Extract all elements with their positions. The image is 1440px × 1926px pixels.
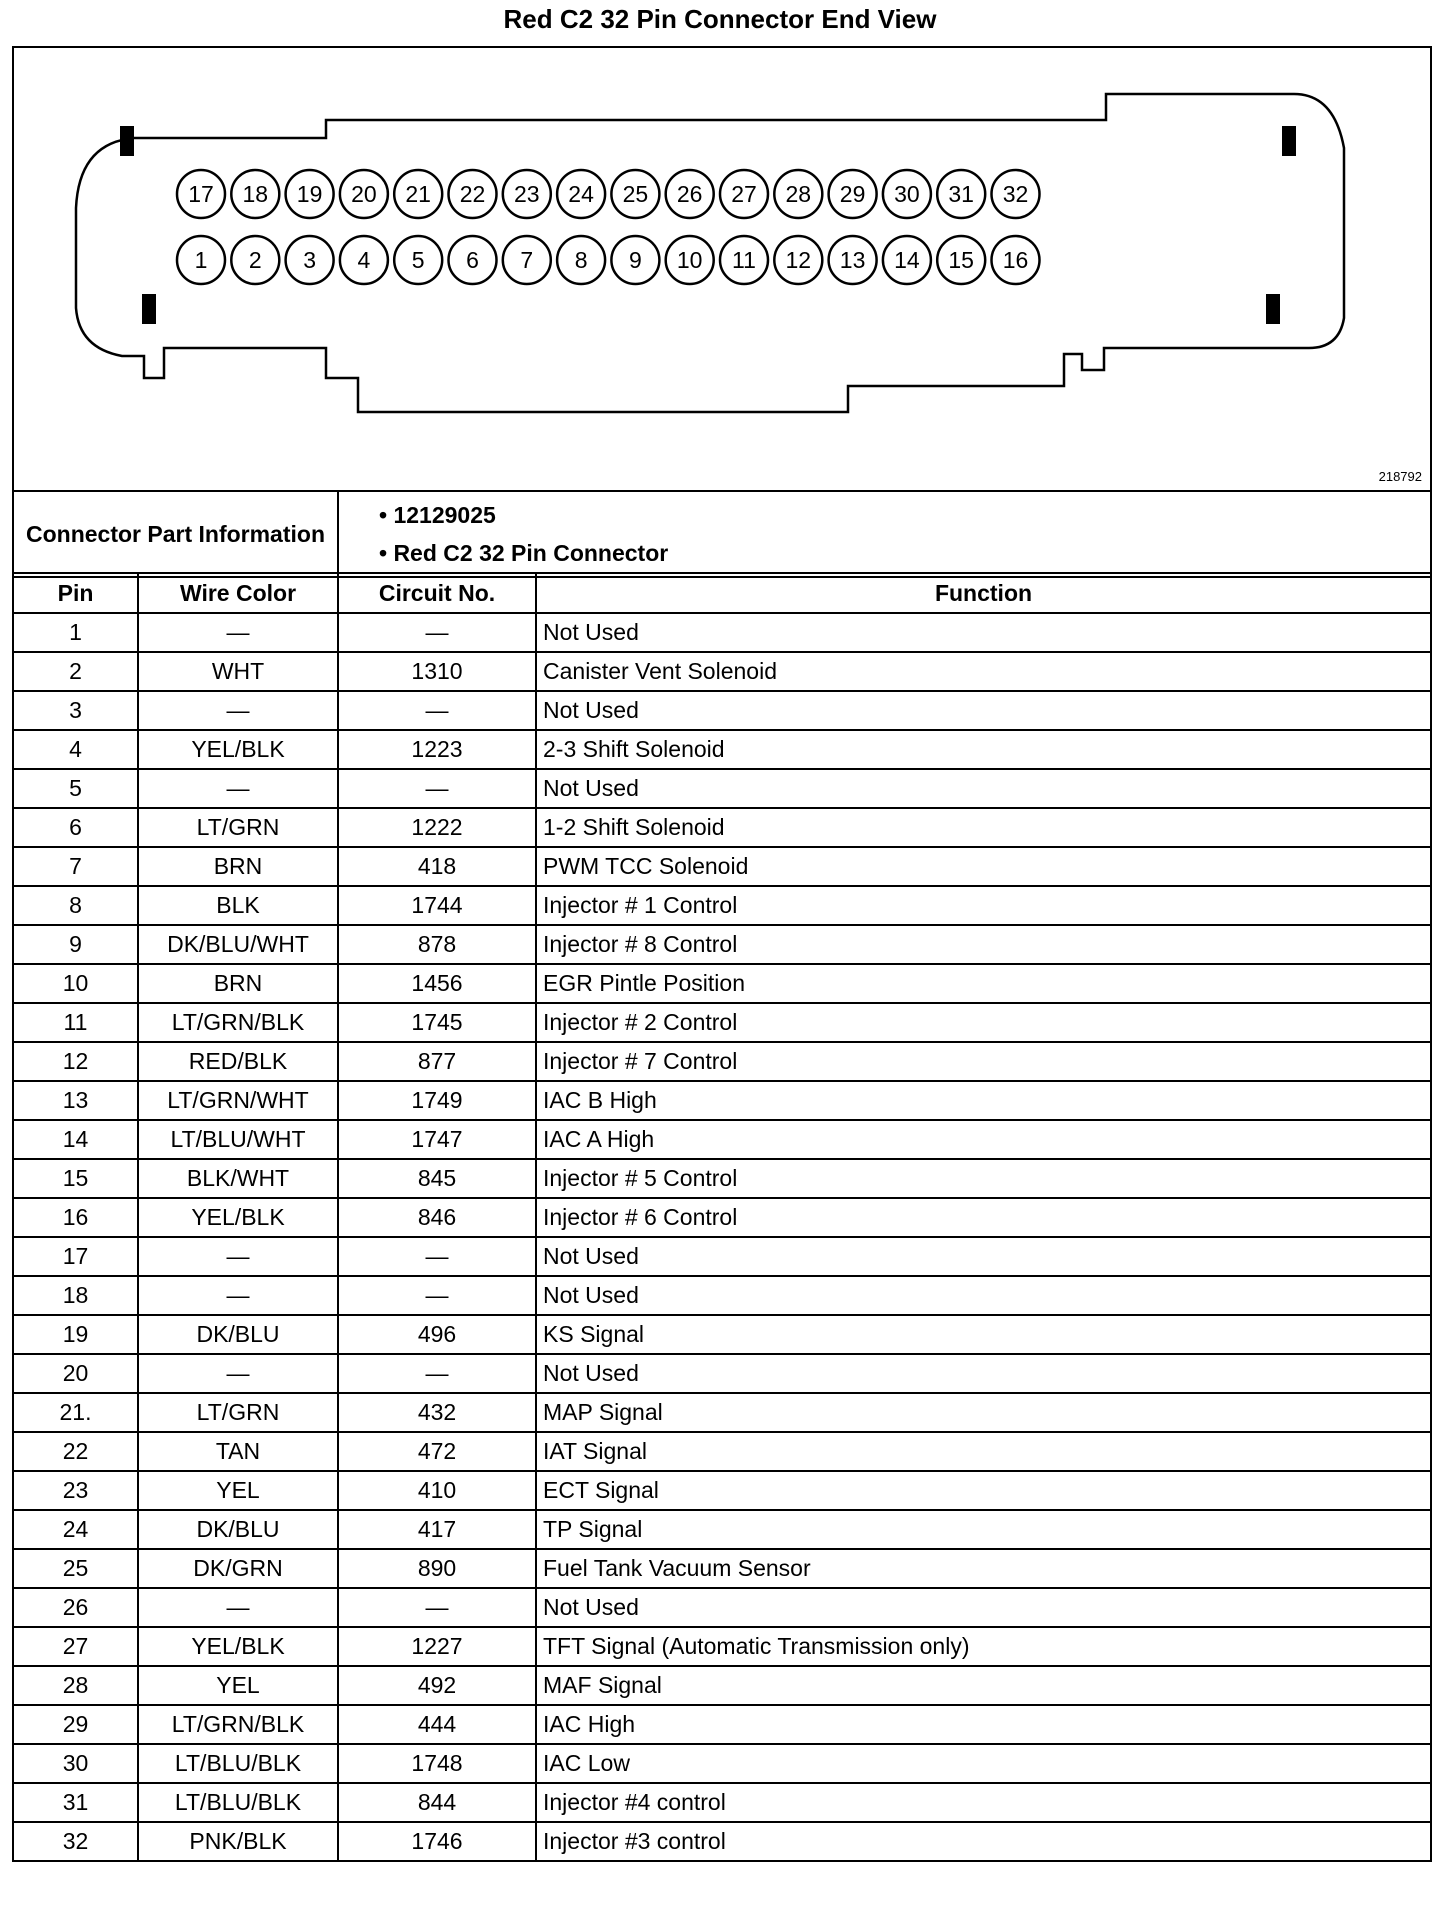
connector-pin-label: 11 <box>732 247 756 273</box>
table-row <box>13 1705 1431 1744</box>
circuit-cell: 1310 <box>338 652 536 691</box>
pin-cell: 30 <box>13 1744 138 1783</box>
circuit-cell: 472 <box>338 1432 536 1471</box>
wire-color-cell: DK/GRN <box>138 1549 338 1588</box>
connector-pin-label: 10 <box>676 247 703 273</box>
circuit-cell: 410 <box>338 1471 536 1510</box>
table-row <box>13 652 1431 691</box>
table-row <box>13 1822 1431 1861</box>
circuit-cell: 1746 <box>338 1822 536 1861</box>
function-cell: Not Used <box>536 1588 1431 1627</box>
table-row <box>13 691 1431 730</box>
connector-outline <box>14 48 1430 490</box>
connector-pin-label: 2 <box>248 247 262 273</box>
pin-cell: 20 <box>13 1354 138 1393</box>
circuit-cell: 1222 <box>338 808 536 847</box>
wire-color-cell: LT/BLU/WHT <box>138 1120 338 1159</box>
pin-cell: 6 <box>13 808 138 847</box>
connector-diagram <box>12 46 1432 492</box>
circuit-cell: 845 <box>338 1159 536 1198</box>
function-cell: IAC A High <box>536 1120 1431 1159</box>
function-cell: Not Used <box>536 1276 1431 1315</box>
connector-pin-label: 26 <box>676 181 703 207</box>
pin-cell: 23 <box>13 1471 138 1510</box>
connector-pin-label: 1 <box>194 247 208 273</box>
connector-pin-label: 13 <box>839 247 866 273</box>
wire-color-cell: YEL/BLK <box>138 730 338 769</box>
wire-color-cell: BLK/WHT <box>138 1159 338 1198</box>
function-cell: Injector # 5 Control <box>536 1159 1431 1198</box>
table-row <box>13 808 1431 847</box>
connector-pin-label: 3 <box>303 247 316 273</box>
wire-color-cell: — <box>138 691 338 730</box>
circuit-cell: 1227 <box>338 1627 536 1666</box>
connector-pin-label: 29 <box>839 181 866 207</box>
wire-color-cell: LT/GRN/BLK <box>138 1705 338 1744</box>
connector-part-info <box>12 490 1432 578</box>
circuit-cell: 844 <box>338 1783 536 1822</box>
function-cell: Not Used <box>536 691 1431 730</box>
circuit-cell: — <box>338 1237 536 1276</box>
connector-pin-label: 18 <box>242 181 269 207</box>
pin-cell: 5 <box>13 769 138 808</box>
function-cell: Not Used <box>536 613 1431 652</box>
function-cell: KS Signal <box>536 1315 1431 1354</box>
connector-pin-label: 25 <box>622 181 649 207</box>
header-function: Function <box>536 573 1431 613</box>
connector-pin-label: 17 <box>188 181 214 207</box>
wire-color-cell: BLK <box>138 886 338 925</box>
circuit-cell: 417 <box>338 1510 536 1549</box>
circuit-cell: 890 <box>338 1549 536 1588</box>
table-row <box>13 1549 1431 1588</box>
wire-color-cell: — <box>138 1354 338 1393</box>
connector-pin-label: 5 <box>411 247 425 273</box>
circuit-cell: 1456 <box>338 964 536 1003</box>
table-row <box>13 1393 1431 1432</box>
function-cell: 1-2 Shift Solenoid <box>536 808 1431 847</box>
circuit-cell: — <box>338 613 536 652</box>
circuit-cell: 496 <box>338 1315 536 1354</box>
wire-color-cell: LT/GRN <box>138 1393 338 1432</box>
function-cell: IAC B High <box>536 1081 1431 1120</box>
table-row <box>13 1042 1431 1081</box>
connector-pin-label: 20 <box>351 181 377 207</box>
function-cell: Not Used <box>536 1237 1431 1276</box>
function-cell: TP Signal <box>536 1510 1431 1549</box>
function-cell: MAF Signal <box>536 1666 1431 1705</box>
wire-color-cell: LT/BLU/BLK <box>138 1783 338 1822</box>
table-row <box>13 847 1431 886</box>
wire-color-cell: DK/BLU <box>138 1510 338 1549</box>
pin-cell: 27 <box>13 1627 138 1666</box>
pin-cell: 9 <box>13 925 138 964</box>
circuit-cell: 1747 <box>338 1120 536 1159</box>
pin-cell: 16 <box>13 1198 138 1237</box>
table-row <box>13 1666 1431 1705</box>
function-cell: Injector # 1 Control <box>536 886 1431 925</box>
table-row <box>13 1510 1431 1549</box>
connector-pin-label: 14 <box>894 247 920 273</box>
connector-pin-label: 32 <box>1002 181 1029 207</box>
wire-color-cell: BRN <box>138 847 338 886</box>
wire-color-cell: LT/GRN/BLK <box>138 1003 338 1042</box>
table-row <box>13 1120 1431 1159</box>
table-row <box>13 613 1431 652</box>
circuit-cell: 1223 <box>338 730 536 769</box>
circuit-cell: — <box>338 691 536 730</box>
circuit-cell: 846 <box>338 1198 536 1237</box>
connector-pin-label: 22 <box>459 181 486 207</box>
table-row <box>13 886 1431 925</box>
connector-pin-label: 21 <box>405 181 431 207</box>
connector-pin-label: 19 <box>296 181 323 207</box>
function-cell: Injector #4 control <box>536 1783 1431 1822</box>
wire-color-cell: PNK/BLK <box>138 1822 338 1861</box>
function-cell: Injector # 7 Control <box>536 1042 1431 1081</box>
table-row <box>13 769 1431 808</box>
function-cell: TFT Signal (Automatic Transmission only) <box>536 1627 1431 1666</box>
circuit-cell: 418 <box>338 847 536 886</box>
table-row <box>13 1744 1431 1783</box>
header-circuit-no: Circuit No. <box>338 573 536 613</box>
function-cell: Not Used <box>536 1354 1431 1393</box>
pin-cell: 13 <box>13 1081 138 1120</box>
connector-pin-label: 16 <box>1002 247 1029 273</box>
function-cell: PWM TCC Solenoid <box>536 847 1431 886</box>
pin-cell: 31 <box>13 1783 138 1822</box>
function-cell: Injector # 6 Control <box>536 1198 1431 1237</box>
table-row <box>13 730 1431 769</box>
info-part-number: • 12129025 <box>379 502 496 528</box>
function-cell: Injector # 8 Control <box>536 925 1431 964</box>
connector-pin-label: 27 <box>731 181 757 207</box>
wire-color-cell: DK/BLU/WHT <box>138 925 338 964</box>
wire-color-cell: — <box>138 1276 338 1315</box>
table-row <box>13 1354 1431 1393</box>
function-cell: Canister Vent Solenoid <box>536 652 1431 691</box>
connector-pin-label: 6 <box>466 247 479 273</box>
circuit-cell: 492 <box>338 1666 536 1705</box>
pin-cell: 15 <box>13 1159 138 1198</box>
circuit-cell: — <box>338 769 536 808</box>
table-row <box>13 1276 1431 1315</box>
pin-cell: 11 <box>13 1003 138 1042</box>
wire-color-cell: LT/BLU/BLK <box>138 1744 338 1783</box>
pinout-table <box>12 572 1432 1862</box>
circuit-cell: 432 <box>338 1393 536 1432</box>
pin-cell: 28 <box>13 1666 138 1705</box>
connector-pin-label: 9 <box>629 247 642 273</box>
function-cell: Fuel Tank Vacuum Sensor <box>536 1549 1431 1588</box>
function-cell: 2-3 Shift Solenoid <box>536 730 1431 769</box>
wire-color-cell: YEL/BLK <box>138 1627 338 1666</box>
wire-color-cell: LT/GRN <box>138 808 338 847</box>
circuit-cell: 444 <box>338 1705 536 1744</box>
connector-pin-label: 15 <box>948 247 974 273</box>
wire-color-cell: RED/BLK <box>138 1042 338 1081</box>
connector-pin-label: 28 <box>785 181 812 207</box>
info-connector-name: • Red C2 32 Pin Connector <box>379 540 669 566</box>
circuit-cell: 1744 <box>338 886 536 925</box>
wire-color-cell: YEL/BLK <box>138 1198 338 1237</box>
connector-pin-label: 23 <box>514 181 540 207</box>
function-cell: MAP Signal <box>536 1393 1431 1432</box>
pin-cell: 26 <box>13 1588 138 1627</box>
wire-color-cell: — <box>138 1588 338 1627</box>
pin-cell: 4 <box>13 730 138 769</box>
connector-pin-label: 4 <box>357 247 371 273</box>
table-row <box>13 1471 1431 1510</box>
circuit-cell: — <box>338 1276 536 1315</box>
table-row <box>13 964 1431 1003</box>
connector-pin-label: 7 <box>520 247 534 273</box>
pin-cell: 19 <box>13 1315 138 1354</box>
pin-cell: 22 <box>13 1432 138 1471</box>
function-cell: EGR Pintle Position <box>536 964 1431 1003</box>
table-row <box>13 1159 1431 1198</box>
function-cell: Injector # 2 Control <box>536 1003 1431 1042</box>
pin-cell: 8 <box>13 886 138 925</box>
table-row <box>13 925 1431 964</box>
pin-cell: 14 <box>13 1120 138 1159</box>
pin-cell: 17 <box>13 1237 138 1276</box>
table-row <box>13 1432 1431 1471</box>
function-cell: IAC Low <box>536 1744 1431 1783</box>
table-row <box>13 1237 1431 1276</box>
table-row <box>13 1783 1431 1822</box>
pin-cell: 10 <box>13 964 138 1003</box>
function-cell: Not Used <box>536 769 1431 808</box>
header-wire-color: Wire Color <box>138 573 338 613</box>
circuit-cell: 1748 <box>338 1744 536 1783</box>
wire-color-cell: LT/GRN/WHT <box>138 1081 338 1120</box>
page-title: Red C2 32 Pin Connector End View <box>503 4 937 34</box>
pin-cell: 1 <box>13 613 138 652</box>
pin-cell: 29 <box>13 1705 138 1744</box>
connector-pin-label: 12 <box>785 247 812 273</box>
function-cell: ECT Signal <box>536 1471 1431 1510</box>
table-row <box>13 1315 1431 1354</box>
table-row <box>13 1627 1431 1666</box>
figure-id: 218792 <box>1378 469 1422 484</box>
pin-cell: 21. <box>13 1393 138 1432</box>
table-row <box>13 1588 1431 1627</box>
wire-color-cell: TAN <box>138 1432 338 1471</box>
pin-cell: 24 <box>13 1510 138 1549</box>
header-pin: Pin <box>13 573 138 613</box>
pin-cell: 7 <box>13 847 138 886</box>
wire-color-cell: — <box>138 769 338 808</box>
wire-color-cell: BRN <box>138 964 338 1003</box>
circuit-cell: 878 <box>338 925 536 964</box>
table-row <box>13 1003 1431 1042</box>
connector-pin-label: 31 <box>948 181 974 207</box>
pin-cell: 25 <box>13 1549 138 1588</box>
function-cell: IAC High <box>536 1705 1431 1744</box>
connector-pin-label: 24 <box>568 181 594 207</box>
circuit-cell: 1749 <box>338 1081 536 1120</box>
info-label: Connector Part Information <box>13 491 338 577</box>
wire-color-cell: YEL <box>138 1666 338 1705</box>
circuit-cell: 1745 <box>338 1003 536 1042</box>
wire-color-cell: YEL <box>138 1471 338 1510</box>
circuit-cell: — <box>338 1588 536 1627</box>
wire-color-cell: DK/BLU <box>138 1315 338 1354</box>
table-row <box>13 1198 1431 1237</box>
connector-pin-label: 8 <box>574 247 588 273</box>
pin-cell: 12 <box>13 1042 138 1081</box>
pin-cell: 3 <box>13 691 138 730</box>
pin-cell: 32 <box>13 1822 138 1861</box>
wire-color-cell: WHT <box>138 652 338 691</box>
function-cell: IAT Signal <box>536 1432 1431 1471</box>
pin-cell: 18 <box>13 1276 138 1315</box>
circuit-cell: — <box>338 1354 536 1393</box>
table-row <box>13 1081 1431 1120</box>
connector-pin-label: 30 <box>894 181 920 207</box>
function-cell: Injector #3 control <box>536 1822 1431 1861</box>
wire-color-cell: — <box>138 613 338 652</box>
wire-color-cell: — <box>138 1237 338 1276</box>
pin-cell: 2 <box>13 652 138 691</box>
circuit-cell: 877 <box>338 1042 536 1081</box>
